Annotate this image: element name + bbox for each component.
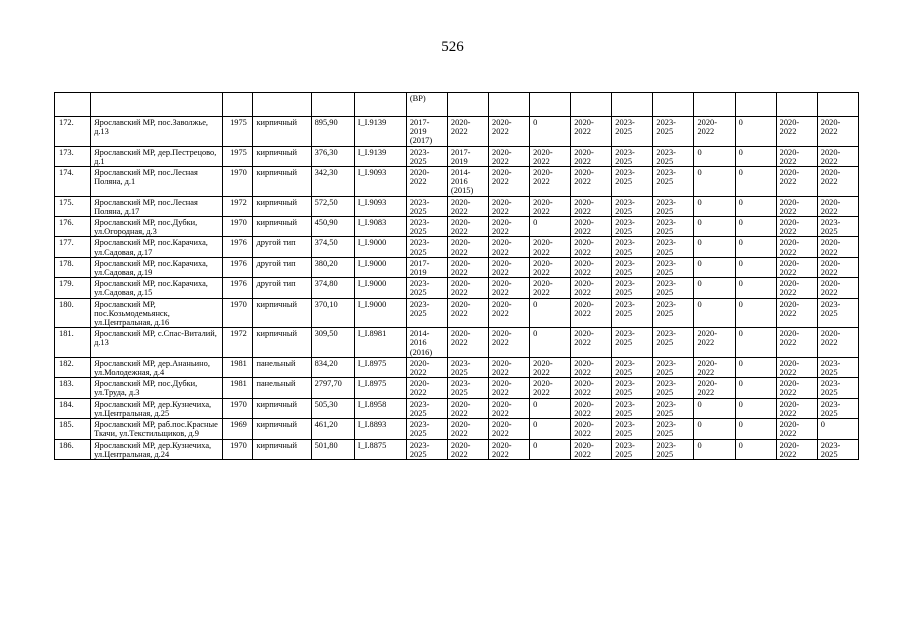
year-built-cell: 1970	[223, 167, 253, 197]
row-number-cell: 173.	[55, 146, 91, 166]
row-number-cell: 175.	[55, 196, 91, 216]
period-8-cell: 0	[694, 146, 735, 166]
table-row	[55, 378, 859, 398]
address-cell: Ярославский МР, пос.Дубки, ул.Огородная, д.3	[91, 217, 223, 237]
period-9-cell: 0	[735, 146, 776, 166]
period-3-cell: 2020-2022	[489, 298, 530, 328]
period-1-cell: 2023-2025	[406, 237, 447, 257]
address-cell: Ярославский МР, пос.Карачиха, ул.Садовая, д.19	[91, 257, 223, 277]
period-9-cell: 0	[735, 196, 776, 216]
period-3-cell: 2020-2022	[489, 237, 530, 257]
period-3-cell: 2020-2022	[489, 398, 530, 418]
period-1-cell: 2023-2025	[406, 196, 447, 216]
year-built-cell: 1981	[223, 357, 253, 377]
table-row	[55, 419, 859, 439]
period-9-cell: 0	[735, 357, 776, 377]
period-7-cell: 2023-2025	[653, 298, 694, 328]
period-4-cell: 2020-2022	[530, 257, 571, 277]
period-3-cell: 2020-2022	[489, 439, 530, 459]
period-9-cell: 0	[735, 217, 776, 237]
period-7-cell: 2023-2025	[653, 419, 694, 439]
period-8-cell: 0	[694, 167, 735, 197]
code-cell: I_I.9139	[354, 117, 406, 147]
wall-material-cell: кирпичный	[253, 398, 311, 418]
period-10-cell: 2020-2022	[776, 298, 817, 328]
header-cell	[223, 93, 253, 117]
period-11-cell: 2020-2022	[817, 167, 858, 197]
period-11-cell: 2023-2025	[817, 378, 858, 398]
row-number-cell: 184.	[55, 398, 91, 418]
period-4-cell: 2020-2022	[530, 278, 571, 298]
address-cell: Ярославский МР, дер.Пестрецово, д.1	[91, 146, 223, 166]
period-10-cell: 2020-2022	[776, 257, 817, 277]
period-8-cell: 2020-2022	[694, 328, 735, 358]
period-11-cell: 2020-2022	[817, 196, 858, 216]
period-6-cell: 2023-2025	[612, 419, 653, 439]
period-3-cell: 2020-2022	[489, 117, 530, 147]
table-row	[55, 237, 859, 257]
period-4-cell: 2020-2022	[530, 196, 571, 216]
address-cell: Ярославский МР, пос.Заволжье, д.13	[91, 117, 223, 147]
year-built-cell: 1981	[223, 378, 253, 398]
row-number-cell: 185.	[55, 419, 91, 439]
wall-material-cell: другой тип	[253, 257, 311, 277]
period-7-cell: 2023-2025	[653, 217, 694, 237]
row-number-cell: 172.	[55, 117, 91, 147]
period-5-cell: 2020-2022	[571, 298, 612, 328]
period-3-cell: 2020-2022	[489, 378, 530, 398]
period-5-cell: 2020-2022	[571, 357, 612, 377]
period-8-cell: 0	[694, 398, 735, 418]
year-built-cell: 1975	[223, 146, 253, 166]
area-cell: 342,30	[311, 167, 354, 197]
period-10-cell: 2020-2022	[776, 378, 817, 398]
wall-material-cell: кирпичный	[253, 328, 311, 358]
area-cell: 505,30	[311, 398, 354, 418]
header-cell	[776, 93, 817, 117]
period-9-cell: 0	[735, 117, 776, 147]
header-cell: (ВР)	[406, 93, 447, 117]
period-8-cell: 0	[694, 237, 735, 257]
year-built-cell: 1976	[223, 278, 253, 298]
period-6-cell: 2023-2025	[612, 398, 653, 418]
period-7-cell: 2023-2025	[653, 146, 694, 166]
wall-material-cell: другой тип	[253, 278, 311, 298]
period-7-cell: 2023-2025	[653, 357, 694, 377]
period-11-cell: 2023-2025	[817, 217, 858, 237]
period-1-cell: 2023-2025	[406, 146, 447, 166]
header-cell	[55, 93, 91, 117]
table-row	[55, 117, 859, 147]
period-5-cell: 2020-2022	[571, 117, 612, 147]
period-6-cell: 2023-2025	[612, 117, 653, 147]
period-2-cell: 2017-2019	[447, 146, 488, 166]
period-6-cell: 2023-2025	[612, 328, 653, 358]
period-10-cell: 2020-2022	[776, 237, 817, 257]
period-3-cell: 2020-2022	[489, 257, 530, 277]
period-6-cell: 2023-2025	[612, 196, 653, 216]
wall-material-cell: кирпичный	[253, 146, 311, 166]
period-11-cell: 2023-2025	[817, 357, 858, 377]
period-8-cell: 0	[694, 419, 735, 439]
row-number-cell: 177.	[55, 237, 91, 257]
period-3-cell: 2020-2022	[489, 419, 530, 439]
area-cell: 895,90	[311, 117, 354, 147]
period-9-cell: 0	[735, 419, 776, 439]
code-cell: I_I.9000	[354, 237, 406, 257]
period-11-cell: 2020-2022	[817, 237, 858, 257]
period-10-cell: 2020-2022	[776, 439, 817, 459]
period-2-cell: 2020-2022	[447, 196, 488, 216]
year-built-cell: 1976	[223, 237, 253, 257]
table-row	[55, 398, 859, 418]
header-cell	[489, 93, 530, 117]
row-number-cell: 181.	[55, 328, 91, 358]
year-built-cell: 1970	[223, 439, 253, 459]
period-2-cell: 2020-2022	[447, 419, 488, 439]
wall-material-cell: кирпичный	[253, 217, 311, 237]
period-6-cell: 2023-2025	[612, 257, 653, 277]
row-number-cell: 176.	[55, 217, 91, 237]
period-7-cell: 2023-2025	[653, 328, 694, 358]
period-1-cell: 2023-2025	[406, 439, 447, 459]
period-5-cell: 2020-2022	[571, 439, 612, 459]
code-cell: I_I.9093	[354, 167, 406, 197]
year-built-cell: 1970	[223, 298, 253, 328]
wall-material-cell: кирпичный	[253, 196, 311, 216]
header-cell	[311, 93, 354, 117]
year-built-cell: 1970	[223, 217, 253, 237]
table-row	[55, 357, 859, 377]
period-10-cell: 2020-2022	[776, 167, 817, 197]
year-built-cell: 1969	[223, 419, 253, 439]
period-10-cell: 2020-2022	[776, 217, 817, 237]
area-cell: 374,80	[311, 278, 354, 298]
period-6-cell: 2023-2025	[612, 217, 653, 237]
period-7-cell: 2023-2025	[653, 378, 694, 398]
period-10-cell: 2020-2022	[776, 117, 817, 147]
period-4-cell: 0	[530, 328, 571, 358]
period-1-cell: 2017-2019 (2017)	[406, 117, 447, 147]
period-3-cell: 2020-2022	[489, 357, 530, 377]
period-4-cell: 0	[530, 439, 571, 459]
period-7-cell: 2023-2025	[653, 278, 694, 298]
table-row	[55, 278, 859, 298]
address-cell: Ярославский МР, с.Спас-Виталий, д.13	[91, 328, 223, 358]
wall-material-cell: другой тип	[253, 237, 311, 257]
header-cell	[694, 93, 735, 117]
year-built-cell: 1975	[223, 117, 253, 147]
period-2-cell: 2020-2022	[447, 217, 488, 237]
period-2-cell: 2020-2022	[447, 278, 488, 298]
period-6-cell: 2023-2025	[612, 167, 653, 197]
period-3-cell: 2020-2022	[489, 196, 530, 216]
period-7-cell: 2023-2025	[653, 237, 694, 257]
code-cell: I_I.9000	[354, 278, 406, 298]
period-5-cell: 2020-2022	[571, 419, 612, 439]
wall-material-cell: кирпичный	[253, 439, 311, 459]
code-cell: I_I.9083	[354, 217, 406, 237]
period-9-cell: 0	[735, 398, 776, 418]
period-1-cell: 2020-2022	[406, 167, 447, 197]
period-1-cell: 2023-2025	[406, 298, 447, 328]
period-6-cell: 2023-2025	[612, 298, 653, 328]
period-5-cell: 2020-2022	[571, 378, 612, 398]
address-cell: Ярославский МР, пос.Дубки, ул.Труда, д.3	[91, 378, 223, 398]
code-cell: I_I.9000	[354, 298, 406, 328]
code-cell: I_I.8975	[354, 378, 406, 398]
header-cell	[653, 93, 694, 117]
period-4-cell: 0	[530, 298, 571, 328]
row-number-cell: 178.	[55, 257, 91, 277]
period-5-cell: 2020-2022	[571, 278, 612, 298]
period-8-cell: 0	[694, 217, 735, 237]
code-cell: I_I.9093	[354, 196, 406, 216]
period-9-cell: 0	[735, 378, 776, 398]
year-built-cell: 1970	[223, 398, 253, 418]
year-built-cell: 1972	[223, 328, 253, 358]
address-cell: Ярославский МР, пос.Лесная Поляна, д.17	[91, 196, 223, 216]
header-cell	[817, 93, 858, 117]
period-11-cell: 2020-2022	[817, 278, 858, 298]
header-cell	[253, 93, 311, 117]
period-5-cell: 2020-2022	[571, 257, 612, 277]
period-10-cell: 2020-2022	[776, 357, 817, 377]
period-6-cell: 2023-2025	[612, 278, 653, 298]
period-8-cell: 2020-2022	[694, 357, 735, 377]
period-1-cell: 2017-2019	[406, 257, 447, 277]
period-9-cell: 0	[735, 167, 776, 197]
period-11-cell: 2023-2025	[817, 398, 858, 418]
period-3-cell: 2020-2022	[489, 146, 530, 166]
period-8-cell: 0	[694, 257, 735, 277]
period-3-cell: 2020-2022	[489, 328, 530, 358]
period-2-cell: 2023-2025	[447, 378, 488, 398]
code-cell: I_I.8975	[354, 357, 406, 377]
wall-material-cell: панельный	[253, 357, 311, 377]
period-11-cell: 2020-2022	[817, 146, 858, 166]
period-1-cell: 2023-2025	[406, 398, 447, 418]
wall-material-cell: кирпичный	[253, 167, 311, 197]
row-number-cell: 180.	[55, 298, 91, 328]
area-cell: 501,80	[311, 439, 354, 459]
table-row	[55, 257, 859, 277]
period-10-cell: 2020-2022	[776, 278, 817, 298]
period-2-cell: 2020-2022	[447, 439, 488, 459]
period-2-cell: 2014-2016 (2015)	[447, 167, 488, 197]
period-11-cell: 2020-2022	[817, 117, 858, 147]
period-2-cell: 2020-2022	[447, 328, 488, 358]
code-cell: I_I.8893	[354, 419, 406, 439]
row-number-cell: 186.	[55, 439, 91, 459]
period-7-cell: 2023-2025	[653, 117, 694, 147]
address-cell: Ярославский МР, дер.Кузнечиха, ул.Центральная, д.24	[91, 439, 223, 459]
period-9-cell: 0	[735, 278, 776, 298]
period-10-cell: 2020-2022	[776, 328, 817, 358]
period-9-cell: 0	[735, 298, 776, 328]
period-8-cell: 0	[694, 298, 735, 328]
period-3-cell: 2020-2022	[489, 278, 530, 298]
code-cell: I_I.8981	[354, 328, 406, 358]
address-cell: Ярославский МР, дер.Ананьино, ул.Молодежная, д.4	[91, 357, 223, 377]
period-4-cell: 2020-2022	[530, 378, 571, 398]
row-number-cell: 182.	[55, 357, 91, 377]
period-4-cell: 2020-2022	[530, 167, 571, 197]
period-6-cell: 2023-2025	[612, 146, 653, 166]
period-7-cell: 2023-2025	[653, 257, 694, 277]
period-11-cell: 2023-2025	[817, 298, 858, 328]
table-row	[55, 328, 859, 358]
header-cell	[735, 93, 776, 117]
header-cell	[447, 93, 488, 117]
period-3-cell: 2020-2022	[489, 217, 530, 237]
period-8-cell: 0	[694, 439, 735, 459]
header-continuation-row	[55, 93, 859, 117]
period-9-cell: 0	[735, 237, 776, 257]
period-4-cell: 0	[530, 419, 571, 439]
table-row	[55, 298, 859, 328]
period-8-cell: 2020-2022	[694, 117, 735, 147]
period-2-cell: 2020-2022	[447, 117, 488, 147]
period-7-cell: 2023-2025	[653, 398, 694, 418]
period-5-cell: 2020-2022	[571, 328, 612, 358]
code-cell: I_I.8875	[354, 439, 406, 459]
period-2-cell: 2020-2022	[447, 298, 488, 328]
period-9-cell: 0	[735, 328, 776, 358]
area-cell: 2797,70	[311, 378, 354, 398]
period-8-cell: 0	[694, 278, 735, 298]
period-5-cell: 2020-2022	[571, 237, 612, 257]
period-5-cell: 2020-2022	[571, 167, 612, 197]
housing-table	[54, 92, 859, 460]
period-5-cell: 2020-2022	[571, 196, 612, 216]
period-4-cell: 0	[530, 217, 571, 237]
period-1-cell: 2023-2025	[406, 278, 447, 298]
period-11-cell: 0	[817, 419, 858, 439]
header-cell	[91, 93, 223, 117]
wall-material-cell: кирпичный	[253, 117, 311, 147]
period-2-cell: 2020-2022	[447, 237, 488, 257]
period-5-cell: 2020-2022	[571, 217, 612, 237]
period-9-cell: 0	[735, 257, 776, 277]
area-cell: 450,90	[311, 217, 354, 237]
row-number-cell: 174.	[55, 167, 91, 197]
year-built-cell: 1972	[223, 196, 253, 216]
period-1-cell: 2023-2025	[406, 419, 447, 439]
address-cell: Ярославский МР, пос.Лесная Поляна, д.1	[91, 167, 223, 197]
period-2-cell: 2020-2022	[447, 398, 488, 418]
period-4-cell: 2020-2022	[530, 237, 571, 257]
wall-material-cell: панельный	[253, 378, 311, 398]
period-6-cell: 2023-2025	[612, 357, 653, 377]
period-8-cell: 0	[694, 196, 735, 216]
period-4-cell: 2020-2022	[530, 357, 571, 377]
code-cell: I_I.9139	[354, 146, 406, 166]
address-cell: Ярославский МР, пос.Карачиха, ул.Садовая, д.15	[91, 278, 223, 298]
table-row	[55, 167, 859, 197]
period-2-cell: 2020-2022	[447, 257, 488, 277]
period-11-cell: 2020-2022	[817, 257, 858, 277]
period-1-cell: 2023-2025	[406, 217, 447, 237]
period-10-cell: 2020-2022	[776, 419, 817, 439]
header-cell	[530, 93, 571, 117]
table-row	[55, 439, 859, 459]
year-built-cell: 1976	[223, 257, 253, 277]
period-1-cell: 2014-2016 (2016)	[406, 328, 447, 358]
period-7-cell: 2023-2025	[653, 196, 694, 216]
area-cell: 309,50	[311, 328, 354, 358]
period-4-cell: 0	[530, 117, 571, 147]
period-7-cell: 2023-2025	[653, 439, 694, 459]
wall-material-cell: кирпичный	[253, 419, 311, 439]
wall-material-cell: кирпичный	[253, 298, 311, 328]
address-cell: Ярославский МР, дер.Кузнечиха, ул.Центральная, д.25	[91, 398, 223, 418]
address-cell: Ярославский МР, раб.пос.Красные Ткачи, ул.Текстильщиков, д.9	[91, 419, 223, 439]
table-row	[55, 146, 859, 166]
period-6-cell: 2023-2025	[612, 439, 653, 459]
page-number: 526	[441, 39, 464, 55]
code-cell: I_I.8958	[354, 398, 406, 418]
period-3-cell: 2020-2022	[489, 167, 530, 197]
address-cell: Ярославский МР, пос.Карачиха, ул.Садовая, д.17	[91, 237, 223, 257]
period-9-cell: 0	[735, 439, 776, 459]
period-10-cell: 2020-2022	[776, 398, 817, 418]
table-row	[55, 196, 859, 216]
period-6-cell: 2023-2025	[612, 237, 653, 257]
period-4-cell: 2020-2022	[530, 146, 571, 166]
period-11-cell: 2020-2022	[817, 328, 858, 358]
table-row	[55, 217, 859, 237]
period-10-cell: 2020-2022	[776, 196, 817, 216]
period-10-cell: 2020-2022	[776, 146, 817, 166]
period-1-cell: 2020-2022	[406, 378, 447, 398]
period-8-cell: 2020-2022	[694, 378, 735, 398]
period-5-cell: 2020-2022	[571, 146, 612, 166]
area-cell: 380,20	[311, 257, 354, 277]
address-cell: Ярославский МР, пос.Козьмодемьянск, ул.Центральная, д.16	[91, 298, 223, 328]
area-cell: 834,20	[311, 357, 354, 377]
area-cell: 376,30	[311, 146, 354, 166]
period-4-cell: 0	[530, 398, 571, 418]
header-cell	[571, 93, 612, 117]
row-number-cell: 179.	[55, 278, 91, 298]
area-cell: 370,10	[311, 298, 354, 328]
period-6-cell: 2023-2025	[612, 378, 653, 398]
header-cell	[354, 93, 406, 117]
row-number-cell: 183.	[55, 378, 91, 398]
code-cell: I_I.9000	[354, 257, 406, 277]
period-5-cell: 2020-2022	[571, 398, 612, 418]
period-7-cell: 2023-2025	[653, 167, 694, 197]
header-cell	[612, 93, 653, 117]
period-2-cell: 2023-2025	[447, 357, 488, 377]
area-cell: 572,50	[311, 196, 354, 216]
period-1-cell: 2020-2022	[406, 357, 447, 377]
area-cell: 461,20	[311, 419, 354, 439]
area-cell: 374,50	[311, 237, 354, 257]
period-11-cell: 2023-2025	[817, 439, 858, 459]
